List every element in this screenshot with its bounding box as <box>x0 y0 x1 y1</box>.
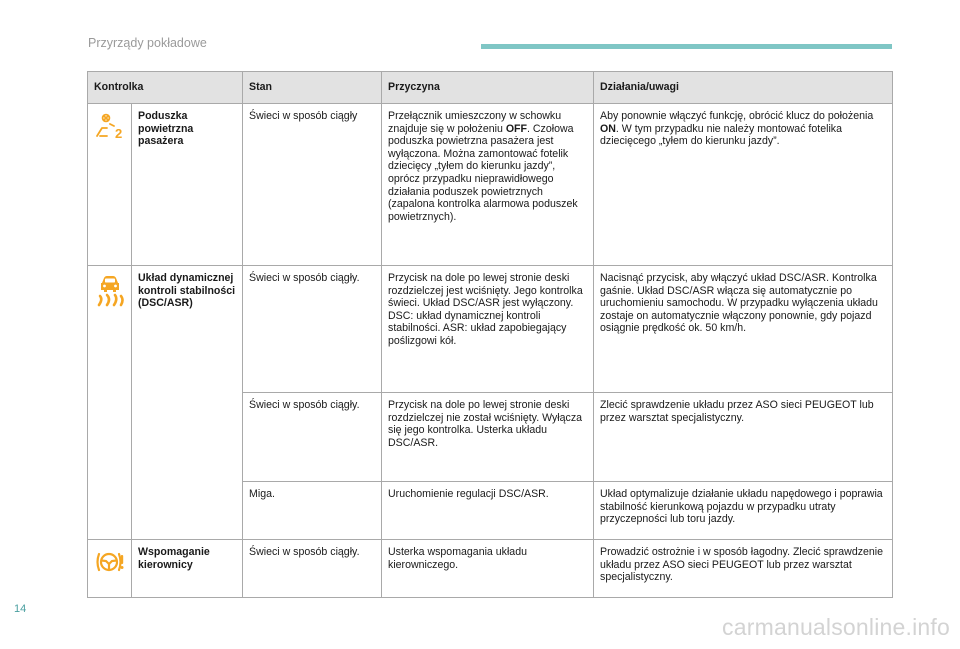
power-steering-warning-icon <box>95 548 125 580</box>
table-header-row <box>88 72 893 104</box>
table-row <box>88 540 893 598</box>
header-accent-bar <box>481 44 892 49</box>
action-cell: Nacisnąć przycisk, aby włączyć układ DSC/ASR. Kontrolka gaśnie. Układ DSC/ASR włącza się automatycznie po uruchomieniu samochodu. W przypadku wyłączenia układu zostaje on automatycznie włączony ponownie, gdy pojazd osiągnie prędkość ok. 50 km/h. <box>594 266 893 393</box>
cause-cell: Usterka wspomagania układu kierowniczego. <box>382 540 594 598</box>
action-cell: Aby ponownie włączyć funkcję, obrócić klucz do położenia ON. W tym przypadku nie należy montować fotelika dziecięcego „tyłem do kierunku jazdy”. <box>594 104 893 266</box>
action-cell: Prowadzić ostrożnie i w sposób łagodny. Zlecić sprawdzenie układu przez ASO sieci PEUGEOT lub przez warsztat specjalistyczny. <box>594 540 893 598</box>
status-cell: Świeci w sposób ciągły <box>243 104 382 266</box>
action-cell: Zlecić sprawdzenie układu przez ASO sieci PEUGEOT lub przez warsztat specjalistyczny. <box>594 393 893 482</box>
stability-control-off-icon <box>95 274 125 312</box>
svg-text:2: 2 <box>114 126 122 140</box>
watermark: carmanualsonline.info <box>722 614 950 640</box>
header-kontrolka: Kontrolka <box>88 72 243 104</box>
warning-lights-table <box>87 71 893 598</box>
passenger-airbag-off-icon <box>95 112 125 144</box>
cause-cell: Przycisk na dole po lewej stronie deski rozdzielczej jest wciśnięty. Jego kontrolka świeci. Układ DSC/ASR jest wyłączony. DSC: układ dynamicznej kontroli stabilności. ASR: układ zapobiegający poślizgowi kół. <box>382 266 594 393</box>
status-cell: Świeci w sposób ciągły. <box>243 266 382 393</box>
table-row <box>88 104 893 266</box>
icon-cell <box>88 540 132 598</box>
page-number: 14 <box>14 603 27 615</box>
status-cell: Świeci w sposób ciągły. <box>243 393 382 482</box>
status-cell: Miga. <box>243 482 382 540</box>
warning-name: Poduszka powietrzna pasażera <box>132 104 243 266</box>
icon-cell <box>88 266 132 540</box>
cause-cell: Przełącznik umieszczony w schowku znajduje się w położeniu OFF. Czołowa poduszka powietrzna pasażera jest wyłączona. Można zamontować fotelik dziecięcy „tyłem do kierunku jazdy”, oprócz przypadku nieprawidłowego działania poduszek powietrznych (zapalona kontrolka alarmowa poduszek powietrznych). <box>382 104 594 266</box>
status-cell: Świeci w sposób ciągły. <box>243 540 382 598</box>
warning-name: Wspomaganie kierownicy <box>132 540 243 598</box>
action-cell: Układ optymalizuje działanie układu napędowego i poprawia stabilność kierunkową pojazdu w przypadku utraty przyczepności lub toru jazdy. <box>594 482 893 540</box>
section-title: Przyrządy pokładowe <box>88 36 207 50</box>
cause-cell: Przycisk na dole po lewej stronie deski rozdzielczej nie został wciśnięty. Wyłącza się jego kontrolka. Usterka układu DSC/ASR. <box>382 393 594 482</box>
header-przyczyna: Przyczyna <box>382 72 594 104</box>
header-stan: Stan <box>243 72 382 104</box>
cause-cell: Uruchomienie regulacji DSC/ASR. <box>382 482 594 540</box>
icon-cell <box>88 104 132 266</box>
table-row <box>88 266 893 393</box>
header-dzialania: Działania/uwagi <box>594 72 893 104</box>
warning-name: Układ dynamicznej kontroli stabilności (DSC/ASR) <box>132 266 243 540</box>
